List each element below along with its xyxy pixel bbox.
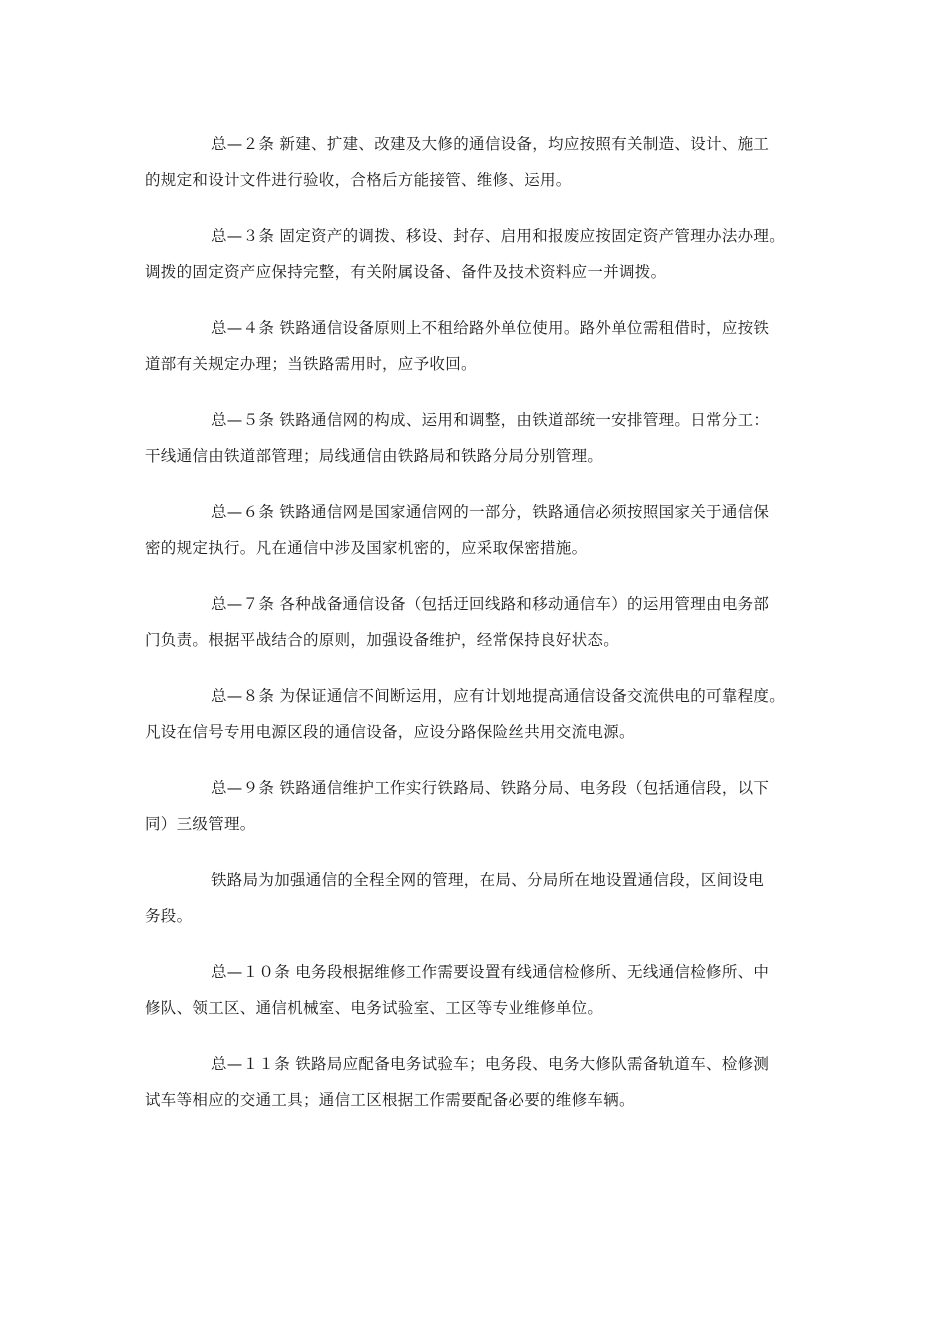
- paragraph-line: 密的规定执行。凡在通信中涉及国家机密的，应采取保密措施。: [145, 539, 588, 557]
- article-7-paragraph: [145, 586, 815, 658]
- article-3-paragraph: [145, 218, 815, 290]
- paragraph-line: 铁路局为加强通信的全程全网的管理，在局、分局所在地设置通信段，区间设电: [211, 871, 765, 889]
- article-11-paragraph: [145, 1046, 815, 1118]
- article-8-paragraph: [145, 678, 815, 750]
- paragraph-line: 修队、领工区、通信机械室、电务试验室、工区等专业维修单位。: [145, 999, 604, 1017]
- paragraph-line: 总—５条 铁路通信网的构成、运用和调整，由铁道部统一安排管理。日常分工：: [211, 411, 770, 429]
- document-body: [145, 126, 815, 1138]
- article-9-supplement-paragraph: [145, 862, 815, 934]
- paragraph-line: 总—７条 各种战备通信设备（包括迂回线路和移动通信车）的运用管理由电务部: [211, 595, 770, 613]
- paragraph-line: 总—４条 铁路通信设备原则上不租给路外单位使用。路外单位需租借时，应按铁: [211, 319, 770, 337]
- paragraph-line: 凡设在信号专用电源区段的通信设备，应设分路保险丝共用交流电源。: [145, 723, 635, 741]
- paragraph-line: 总—１０条 电务段根据维修工作需要设置有线通信检修所、无线通信检修所、中: [211, 963, 770, 981]
- article-10-paragraph: [145, 954, 815, 1026]
- article-9-paragraph: [145, 770, 815, 842]
- paragraph-line: 总—３条 固定资产的调拨、移设、封存、启用和报废应按固定资产管理办法办理。: [211, 227, 786, 245]
- paragraph-line: 调拨的固定资产应保持完整，有关附属设备、备件及技术资料应一并调拨。: [145, 263, 667, 281]
- paragraph-line: 总—８条 为保证通信不间断运用，应有计划地提高通信设备交流供电的可靠程度。: [211, 687, 786, 705]
- paragraph-line: 务段。: [145, 907, 193, 925]
- paragraph-line: 同）三级管理。: [145, 815, 256, 833]
- paragraph-line: 门负责。根据平战结合的原则，加强设备维护，经常保持良好状态。: [145, 631, 620, 649]
- article-5-paragraph: [145, 402, 815, 474]
- article-4-paragraph: [145, 310, 815, 382]
- paragraph-line: 总—２条 新建、扩建、改建及大修的通信设备，均应按照有关制造、设计、施工: [211, 135, 770, 153]
- paragraph-line: 干线通信由铁道部管理；局线通信由铁路局和铁路分局分别管理。: [145, 447, 604, 465]
- article-6-paragraph: [145, 494, 815, 566]
- article-2-paragraph: [145, 126, 815, 198]
- paragraph-line: 道部有关规定办理；当铁路需用时，应予收回。: [145, 355, 477, 373]
- paragraph-line: 的规定和设计文件进行验收，合格后方能接管、维修、运用。: [145, 171, 572, 189]
- paragraph-line: 总—１１条 铁路局应配备电务试验车；电务段、电务大修队需备轨道车、检修测: [211, 1055, 770, 1073]
- paragraph-line: 总—６条 铁路通信网是国家通信网的一部分，铁路通信必须按照国家关于通信保: [211, 503, 770, 521]
- paragraph-line: 总—９条 铁路通信维护工作实行铁路局、铁路分局、电务段（包括通信段，以下: [211, 779, 770, 797]
- paragraph-line: 试车等相应的交通工具；通信工区根据工作需要配备必要的维修车辆。: [145, 1091, 635, 1109]
